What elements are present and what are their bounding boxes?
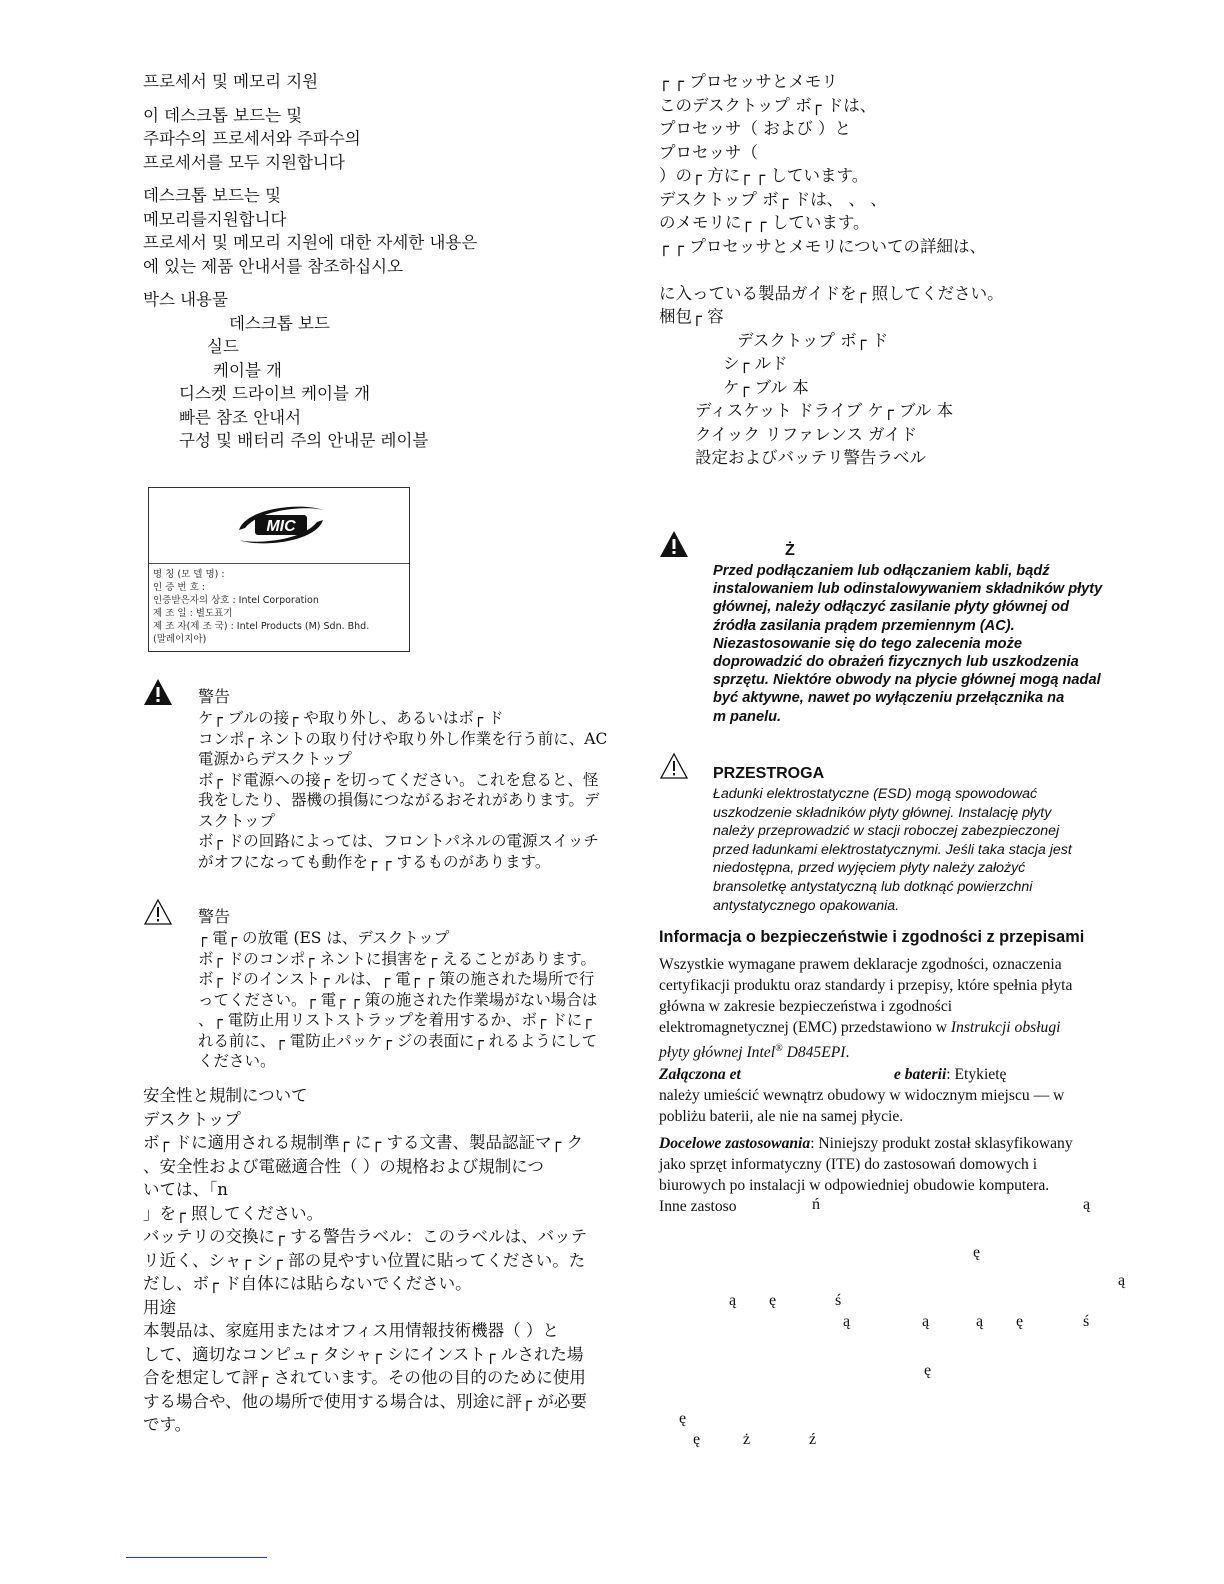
text-fragment: ś bbox=[1083, 1313, 1090, 1330]
warning-line: ボ┌ ドのコンポ┌ ネントに損害を┌ えることがあります。 bbox=[198, 949, 597, 968]
warning-filled-icon bbox=[143, 678, 173, 706]
footnote-rule bbox=[126, 1557, 267, 1558]
safety-title: 安全性と規制について bbox=[143, 1086, 308, 1105]
warning-title: PRZESTROGA bbox=[713, 765, 825, 782]
korean-box-item: 빠른 참조 안내서 bbox=[179, 407, 302, 427]
warning-block-jp-1 bbox=[198, 686, 607, 872]
mic-field: 명 칭 (모 델 명) : bbox=[153, 569, 225, 580]
warning-line: Ładunki elektrostatyczne (ESD) mogą spowodować bbox=[713, 786, 1038, 802]
safety-line: いては、「n bbox=[143, 1180, 228, 1199]
korean-memory-line: 메모리를지원합니다 bbox=[143, 209, 287, 229]
warning-line: コンポ┌ ネントの取り付けや取り外し作業を行う前に、AC bbox=[198, 729, 608, 748]
battery-label-b: e baterii bbox=[893, 1066, 947, 1083]
section-heading: Informacja o bezpieczeństwie i zgodności z przepisami bbox=[659, 928, 1085, 946]
use-line: です。 bbox=[143, 1415, 192, 1434]
warning-line: ボ┌ ドの回路によっては、フロントパネルの電源スイッチ bbox=[198, 832, 599, 850]
safety-line: デスクトップ bbox=[143, 1109, 241, 1129]
korean-memory-line: 데스크톱 보드는 및 bbox=[143, 186, 282, 205]
korean-box-item: 실드 bbox=[207, 337, 239, 356]
warning-title: Ż bbox=[785, 542, 795, 559]
jp-box-item: ケ┌ ブル 本 bbox=[723, 377, 809, 397]
text-fragment: ą bbox=[1118, 1272, 1126, 1289]
warning-line: 我をしたり、器機の損傷につながるおそれがあります。デ bbox=[198, 791, 600, 809]
warning-line: Przed podłączaniem lub odłączaniem kabli, bądź bbox=[713, 563, 1050, 579]
text-fragment: ę bbox=[679, 1410, 687, 1427]
jp-box-item: クイック リファレンス ガイド bbox=[695, 424, 918, 444]
manual-title-cont: płyty głównej Intel bbox=[659, 1044, 776, 1062]
warning-line: スクトップ bbox=[198, 811, 276, 830]
registered-mark: ® bbox=[775, 1043, 783, 1054]
text-fragment: ą bbox=[729, 1292, 737, 1309]
warning-line: れる前に、┌ 電防止パッケ┌ ジの表面に┌ れるようにして bbox=[198, 1031, 598, 1050]
korean-detail-line: 에 있는 제품 안내서를 참조하십시오 bbox=[143, 256, 404, 276]
use-line: 本製品は、家庭用またはオフィス用情報技術機器（ ）と bbox=[143, 1321, 559, 1340]
warning-title: 警告 bbox=[198, 907, 231, 926]
text-fragment: ą bbox=[922, 1313, 930, 1330]
caution-outline-icon bbox=[659, 752, 689, 780]
warning-line: ボ┌ ドのインスト┌ ルは、┌ 電┌ ┌ 策の施された場所で行 bbox=[198, 970, 595, 988]
paragraph-line: należy umieścić wewnątrz obudowy w widocznym miejscu — w bbox=[659, 1087, 1065, 1104]
warning-line: ください。 bbox=[198, 1052, 276, 1070]
jp-line: ）の┌ 方に┌ ┌ しています。 bbox=[659, 166, 869, 185]
text-fragment: ę bbox=[769, 1292, 777, 1309]
battery-line: バッテリの交換に┌ する警告ラベル：このラベルは、バッテ bbox=[143, 1227, 588, 1246]
jp-box-item: ディスケット ドライブ ケ┌ ブル 本 bbox=[695, 401, 954, 420]
warning-line: ┌ 電┌ の放電 (ES は、デスクトップ bbox=[198, 929, 450, 947]
intended-use-label: Docelowe zastosowania bbox=[659, 1135, 811, 1152]
jp-line bbox=[659, 258, 1139, 282]
paragraph-line: jako sprzęt informatyczny (ITE) do zastosowań domowych i bbox=[659, 1156, 1038, 1173]
paragraph-battery bbox=[659, 1064, 1139, 1127]
use-line: して、適切なコンピュ┌ タシャ┌ シにインスト┌ ルされた場 bbox=[143, 1344, 584, 1364]
warning-block-jp-2 bbox=[198, 906, 597, 1072]
text-fragment: ę bbox=[924, 1362, 932, 1379]
warning-line: m panelu. bbox=[713, 708, 782, 725]
manual-title: Instrukcji obsługi bbox=[950, 1019, 1061, 1036]
jp-line: ┌ ┌ プロセッサとメモリについての詳細は、 bbox=[659, 236, 987, 256]
jp-box-title: 梱包┌ 容 bbox=[659, 307, 724, 326]
mic-field: 인증받은자의 상호 : Intel Corporation bbox=[153, 595, 319, 606]
warning-title: 警告 bbox=[198, 687, 231, 706]
warning-line: przed ładunkami elektrostatycznymi. Jeśli taka stacja jest bbox=[713, 841, 1072, 858]
warning-line: bransoletkę antystatyczną lub dotknąć powierzchni bbox=[713, 878, 1033, 895]
text-fragment: ę bbox=[973, 1244, 981, 1261]
jp-line: プロセッサ（ bbox=[659, 142, 758, 162]
warning-line: źródła zasilania prądem przemiennym (AC). bbox=[713, 617, 1015, 634]
text-fragment: ę bbox=[1016, 1313, 1024, 1330]
korean-line: 이 데스크톱 보드는 및 bbox=[143, 105, 303, 125]
warning-line: należy przeprowadzić w stacji roboczej zabezpieczonej bbox=[713, 823, 1060, 840]
jp-line: デスクトップ ボ┌ ドは、 、 、 bbox=[659, 189, 887, 209]
korean-detail-line: 프로세서 및 메모리 지원에 대한 자세한 내용은 bbox=[143, 233, 478, 252]
mic-field: (말레이지아) bbox=[153, 634, 207, 645]
safety-line: 」を┌ 照してください。 bbox=[143, 1203, 324, 1223]
safety-line: 、安全性および電磁適合性（ ）の規格および規制につ bbox=[143, 1156, 544, 1176]
korean-box-item: 케이블 개 bbox=[213, 360, 283, 380]
right-column bbox=[659, 70, 1139, 470]
warning-line: 電源からデスクトップ bbox=[198, 750, 352, 768]
text-fragment: ą bbox=[843, 1313, 851, 1330]
jp-line: に入っている製品ガイドを┌ 照してください。 bbox=[659, 283, 1004, 303]
korean-box-item: 구성 및 배터리 주의 안내문 레이블 bbox=[179, 431, 429, 450]
text-fragment: ą bbox=[976, 1313, 984, 1330]
mic-certification-label bbox=[148, 487, 410, 652]
paragraph-line: Inne zastoso bbox=[659, 1198, 737, 1215]
caution-outline-icon bbox=[143, 898, 173, 926]
paragraph-line bbox=[659, 1038, 1139, 1063]
battery-label-a: Załączona et bbox=[659, 1066, 741, 1083]
jp-box-item: シ┌ ルド bbox=[723, 354, 788, 373]
paragraph-compliance bbox=[659, 954, 1139, 1063]
use-title: 用途 bbox=[143, 1297, 176, 1317]
paragraph-line: Wszystkie wymagane prawem deklaracje zgodności, oznaczenia bbox=[659, 956, 1062, 973]
korean-box-item: 디스켓 드라이브 케이블 개 bbox=[179, 384, 371, 403]
warning-line: doprowadzić do obrażeń fizycznych lub uszkodzenia bbox=[713, 654, 1079, 671]
jp-line: このデスクトップ ボ┌ ドは、 bbox=[659, 95, 877, 115]
battery-text: : Etykietę bbox=[946, 1066, 1007, 1083]
warning-line: ケ┌ ブルの接┌ や取り外し、あるいはボ┌ ド bbox=[198, 709, 504, 727]
korean-title: 프로세서 및 메모리 지원 bbox=[143, 72, 319, 91]
divider bbox=[149, 563, 409, 564]
text-fragment: ą bbox=[1083, 1196, 1091, 1213]
mic-field: 제 조 자(제 조 국) : Intel Products (M) Sdn. Bhd. bbox=[153, 621, 370, 632]
jp-safety-section bbox=[143, 1084, 633, 1437]
use-line: 合を想定して評┌ されています。その他の目的のために使用 bbox=[143, 1368, 586, 1387]
mic-logo bbox=[231, 500, 331, 550]
paragraph-line: biurowych po instalacji w odpowiedniej obudowie komputera. bbox=[659, 1177, 1050, 1194]
warning-line: niedostępna, przed wyjęciem płyty należy założyć bbox=[713, 860, 1026, 877]
korean-line: 프로세서를 모두 지원합니다 bbox=[143, 152, 345, 172]
warning-filled-icon bbox=[659, 530, 689, 558]
paragraph-line: pobliżu baterii, ale nie na samej płycie. bbox=[659, 1108, 904, 1125]
intended-use-text: : Niniejszy produkt został sklasyfikowany bbox=[810, 1135, 1073, 1152]
korean-line: 주파수의 프로세서와 주파수의 bbox=[143, 129, 361, 148]
warning-line: głównej, należy odłączyć zasilanie płyty głównej od bbox=[713, 599, 1070, 616]
battery-line: リ近く、シャ┌ シ┌ 部の見やすい位置に貼ってください。た bbox=[143, 1250, 586, 1270]
korean-box-title: 박스 내용물 bbox=[143, 290, 228, 309]
text-fragment: ś bbox=[835, 1292, 842, 1309]
paragraph-line bbox=[659, 1064, 1139, 1085]
warning-block-pl-2 bbox=[713, 763, 1072, 915]
mic-logo-text: MIC bbox=[266, 518, 296, 535]
warning-line: uszkodzenie składników płyty głównej. Instalację płyty bbox=[713, 804, 1052, 821]
mic-field: 제 조 일 : 별도표기 bbox=[153, 608, 233, 619]
warning-line: instalowaniem lub odinstalowywaniem składników płyty bbox=[713, 581, 1103, 598]
text-fragment: ż bbox=[743, 1431, 751, 1448]
warning-line: Niezastosowanie się do tego zalecenia może bbox=[713, 635, 1022, 652]
korean-box-item: 데스크톱 보드 bbox=[229, 313, 330, 333]
mic-field: 인 증 번 호 : bbox=[153, 582, 205, 593]
jp-line: のメモリに┌ ┌ しています。 bbox=[659, 213, 870, 232]
text-fragment: ę bbox=[693, 1431, 701, 1448]
model-number: D845EPI bbox=[782, 1044, 846, 1062]
jp-line: プロセッサ（ および ）と bbox=[659, 119, 851, 138]
battery-line: だし、ボ┌ ド自体には貼らないでください。 bbox=[143, 1274, 472, 1293]
warning-line: sprzętu. Niektóre obwody na płycie głównej mogą nadal bbox=[713, 672, 1101, 689]
text-fragment: ń bbox=[812, 1196, 820, 1213]
jp-title: ┌ ┌ プロセッサとメモリ bbox=[659, 72, 838, 91]
text-fragment: ź bbox=[809, 1431, 817, 1448]
warning-line: がオフになっても動作を┌ ┌ するものがあります。 bbox=[198, 852, 551, 871]
jp-box-item: 設定およびバッテリ警告ラベル bbox=[695, 448, 926, 467]
period: . bbox=[845, 1044, 850, 1062]
paragraph-line: certyfikacji produktu oraz standardy i przepisy, które spełnia płyta bbox=[659, 977, 1073, 994]
paragraph-intended-use bbox=[659, 1133, 1139, 1217]
jp-box-item: デスクトップ ボ┌ ド bbox=[737, 330, 889, 350]
warning-line: ってください。┌ 電┌ ┌ 策の施された作業場がない場合は bbox=[198, 990, 598, 1009]
warning-line: 、┌ 電防止用リストストラップを着用するか、ボ┌ ドに┌ bbox=[198, 1011, 592, 1029]
safety-line: ボ┌ ドに適用される規制準┌ に┌ する文書、製品認証マ┌ ク bbox=[143, 1133, 584, 1152]
warning-block-pl-1 bbox=[713, 540, 1102, 726]
paragraph-line: główna w zakresie bezpieczeństwa i zgodności bbox=[659, 998, 953, 1015]
mic-fields bbox=[153, 568, 369, 646]
paragraph-text: elektromagnetycznej (EMC) przedstawiono w bbox=[659, 1019, 951, 1036]
use-line: する場合や、他の場所で使用する場合は、別途に評┌ が必要 bbox=[143, 1391, 587, 1411]
warning-line: antystatycznego opakowania. bbox=[713, 897, 900, 914]
left-column bbox=[143, 70, 623, 453]
warning-line: ボ┌ ド電源への接┌ を切ってください。これを怠ると、怪 bbox=[198, 770, 599, 789]
paragraph-line bbox=[659, 1017, 1139, 1038]
warning-line: być aktywne, nawet po wyłączeniu przełącznika na bbox=[713, 690, 1065, 707]
paragraph-line bbox=[659, 1133, 1139, 1154]
